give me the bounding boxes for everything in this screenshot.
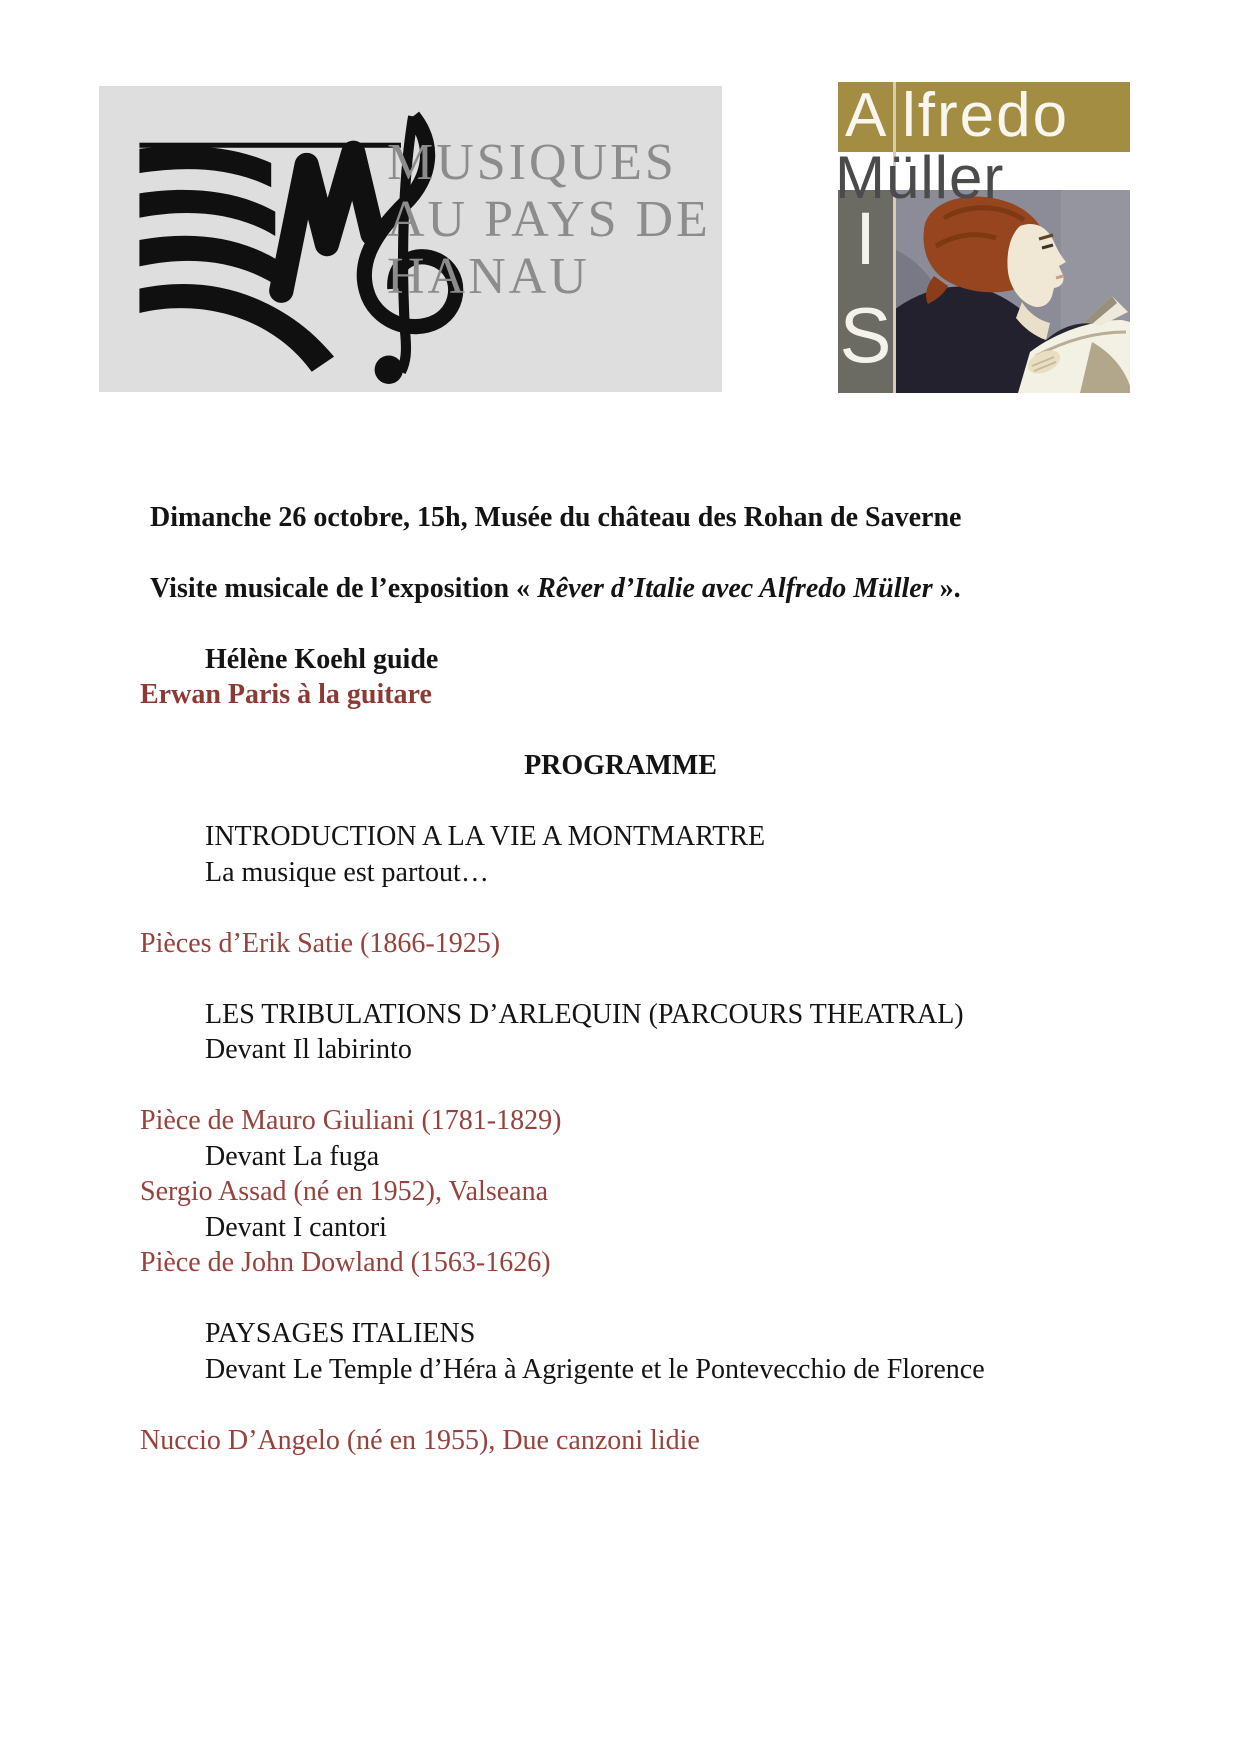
exhibition-title-italic: Rêver d’Italie avec Alfredo Müller [537, 572, 933, 604]
program-text-line: Hélène Koehl guide [205, 643, 439, 675]
alfredo-muller-logo [835, 81, 1130, 393]
program-text-line: Devant La fuga [205, 1140, 380, 1172]
program-text-line: Sergio Assad (né en 1952), Valseana [140, 1176, 548, 1208]
program-text-line: LES TRIBULATIONS D’ARLEQUIN (PARCOURS THEATRAL) [205, 998, 964, 1030]
text-segment: ». [932, 572, 961, 604]
logo-last-name: Müller [835, 144, 1005, 211]
program-text-line: Dimanche 26 octobre, 15h, Musée du château des Rohan de Saverne [150, 501, 962, 533]
program-text-line: Pièce de John Dowland (1563-1626) [140, 1247, 551, 1279]
woman-portrait-image [896, 190, 1130, 393]
blank-line [0, 891, 1241, 927]
program-text-line: Devant Il labirinto [205, 1034, 412, 1066]
blank-line [0, 536, 1241, 572]
program-text-line: Devant I cantori [205, 1211, 387, 1243]
program-text-line: Devant Le Temple d’Héra à Agrigente et le Pontevecchio de Florence [205, 1353, 985, 1385]
left-logo-title [387, 134, 711, 305]
musiques-hanau-logo [99, 86, 722, 392]
program-text-line: PROGRAMME [524, 750, 717, 782]
logo-first-name: lfredo [902, 81, 1070, 150]
blank-line [0, 607, 1241, 643]
blank-line [0, 713, 1241, 749]
logo-divider-line [893, 82, 896, 393]
program-text-line: Erwan Paris à la guitare [140, 679, 432, 711]
blank-line [0, 1068, 1241, 1104]
strip-letter-i: I [855, 197, 876, 280]
left-logo-title-line: MUSIQUES [387, 134, 677, 191]
program-lines [0, 500, 1241, 1459]
left-logo-title-line: AU PAYS DE [387, 191, 711, 248]
left-logo-title-line: HANAU [387, 248, 590, 305]
program-text-line: La musique est partout… [205, 856, 489, 888]
blank-line [0, 1388, 1241, 1424]
blank-line [0, 784, 1241, 820]
ais-strip [838, 190, 893, 393]
program-text-line: INTRODUCTION A LA VIE A MONTMARTRE [205, 821, 766, 853]
program-text-line: Nuccio D’Angelo (né en 1955), Due canzoni lidie [140, 1424, 700, 1456]
logo-initial: A [845, 81, 887, 150]
strip-letter-s: S [839, 291, 892, 379]
program-text-line: Pièce de Mauro Giuliani (1781-1829) [140, 1105, 562, 1137]
program-text-line: Pièces d’Erik Satie (1866-1925) [140, 927, 501, 959]
text-segment: Visite musicale de l’exposition « [150, 572, 538, 604]
blank-line [0, 1281, 1241, 1317]
blank-line [0, 962, 1241, 998]
program-text-line: PAYSAGES ITALIENS [205, 1318, 476, 1350]
program-text-line [0, 571, 1241, 607]
